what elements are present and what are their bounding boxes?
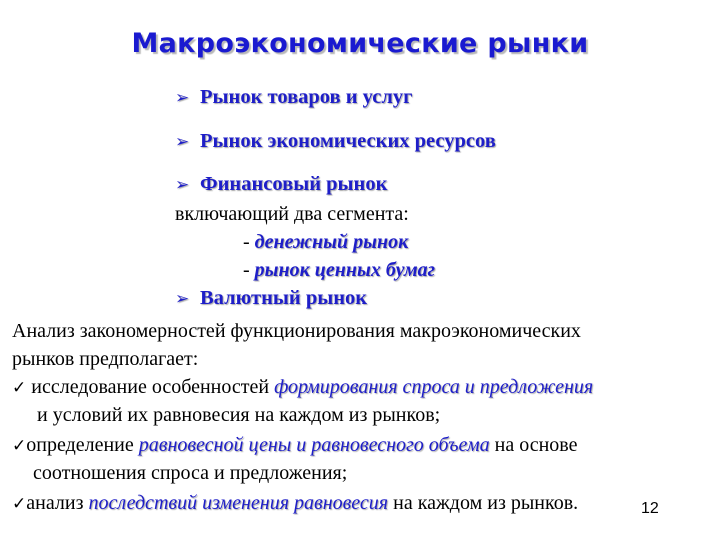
item-text: анализ [26,492,89,514]
arrow-bullet-icon: ➢ [175,132,190,152]
item-text: определение [26,434,139,456]
bullet-goods-market [175,86,412,109]
financial-note: включающий два сегмента: [175,203,409,225]
arrow-bullet-icon: ➢ [175,88,190,108]
page-number: 12 [641,500,659,517]
item-highlight: равновесной цены и равновесного объема [138,434,490,456]
segment-dash: - [243,231,255,253]
segment-dash: - [243,259,255,281]
analysis-item-3 [12,492,578,515]
analysis-intro-line1: Анализ закономерностей функционирования макроэкономических [12,320,581,342]
analysis-item-1-cont: и условий их равновесия на каждом из рынков; [37,404,441,426]
analysis-item-2 [12,434,578,457]
item-text: исследование особенностей [26,376,275,398]
item-highlight: последствий изменения равновесия [88,492,389,514]
bullet-label: Рынок экономических ресурсов [200,130,496,152]
arrow-bullet-icon: ➢ [175,175,190,195]
item-text: на основе [489,434,578,456]
bullet-resources-market [175,130,496,153]
bullet-financial-market [175,173,387,196]
checkmark-icon: ✓ [12,378,27,398]
segment-securities-market [243,259,435,282]
bullet-label: Финансовый рынок [200,173,388,195]
analysis-item-1 [12,376,593,399]
segment-money-market [243,231,408,254]
analysis-item-2-cont: соотношения спроса и предложения; [33,462,348,484]
bullet-label: Рынок товаров и услуг [200,86,413,108]
analysis-intro-line2: рынков предполагает: [12,348,199,370]
item-text: на каждом из рынков. [388,492,579,514]
slide-title: Макроэкономические рынки [131,28,589,59]
item-highlight: формирования спроса и предложения [274,376,594,398]
segment-label: денежный рынок [254,231,409,253]
arrow-bullet-icon: ➢ [175,289,190,309]
checkmark-icon: ✓ [12,494,27,514]
bullet-label: Валютный рынок [200,287,368,309]
bullet-currency-market [175,287,367,310]
segment-label: рынок ценных бумаг [254,259,436,281]
checkmark-icon: ✓ [12,436,27,456]
